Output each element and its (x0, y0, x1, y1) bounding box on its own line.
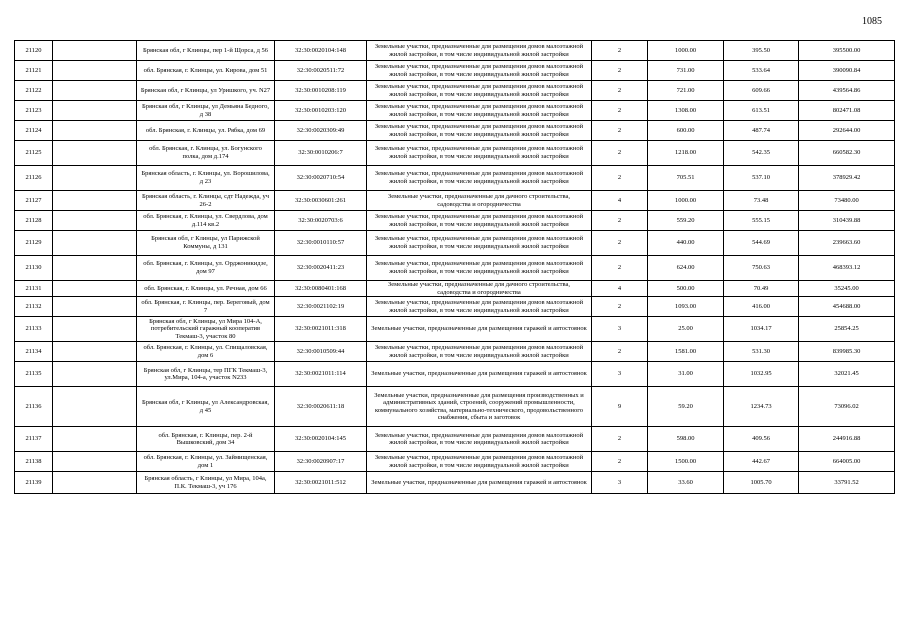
land-use-cell: Земельные участки, предназначенные для размещения гаражей и автостоянок (367, 317, 592, 342)
address-cell: Брянская обл, г Клинцы, ул Парижской Коммуны, д 131 (137, 231, 275, 256)
specific-value-cell: 1034.17 (724, 317, 799, 342)
table-row (15, 231, 895, 256)
table-row (15, 211, 895, 231)
specific-value-cell: 544.69 (724, 231, 799, 256)
row-id: 21132 (15, 297, 53, 317)
area-cell: 1581.00 (648, 342, 724, 362)
cadastral-value-cell: 33791.52 (799, 472, 895, 494)
cadastral-number-cell: 32:30:0020411:23 (275, 256, 367, 281)
land-use-cell: Земельные участки, предназначенные для размещения производственных и административных зданий, строений, сооружений промышленности, коммунального хозяйства, материально-технического, продовольственного снабжения, сбыта и заготовок (367, 387, 592, 427)
land-use-cell: Земельные участки, предназначенные для размещения домов малоэтажной жилой застройки, в том числе индивидуальной жилой застройки (367, 452, 592, 472)
use-category-cell: 3 (592, 317, 648, 342)
use-category-cell: 2 (592, 41, 648, 61)
specific-value-cell: 609.66 (724, 81, 799, 101)
use-category-cell: 2 (592, 211, 648, 231)
cadastral-value-cell: 468393.12 (799, 256, 895, 281)
land-use-cell: Земельные участки, предназначенные для дачного строительства, садоводства и огородничества (367, 281, 592, 297)
cadastral-value-cell: 439564.86 (799, 81, 895, 101)
cadastral-value-cell: 802471.08 (799, 101, 895, 121)
address-cell: Брянская обл, г Клинцы, ул Мира 104-А, потребительский гаражный кооператив Текмаш-3, участок 80 (137, 317, 275, 342)
cadastral-number-cell: 32:30:0030601:261 (275, 191, 367, 211)
table-row (15, 191, 895, 211)
use-category-cell: 2 (592, 61, 648, 81)
use-category-cell: 2 (592, 231, 648, 256)
cadastral-number-cell: 32:30:0080401:168 (275, 281, 367, 297)
area-cell: 500.00 (648, 281, 724, 297)
specific-value-cell: 487.74 (724, 121, 799, 141)
specific-value-cell: 613.51 (724, 101, 799, 121)
land-use-cell: Земельные участки, предназначенные для размещения домов малоэтажной жилой застройки, в том числе индивидуальной жилой застройки (367, 61, 592, 81)
use-category-cell: 2 (592, 141, 648, 166)
cadastral-value-cell: 664005.00 (799, 452, 895, 472)
address-cell: Брянская область, г. Клинцы, сдт Надежда, уч 26-2 (137, 191, 275, 211)
cadastral-value-cell: 73480.00 (799, 191, 895, 211)
land-use-cell: Земельные участки, предназначенные для дачного строительства, садоводства и огородничества (367, 191, 592, 211)
row-id: 21121 (15, 61, 53, 81)
address-cell: Брянская обл, г Клинцы, тер ПГК Текмаш-3, ул.Мира, 104-а, участок N233 (137, 362, 275, 387)
cadastral-value-cell: 292644.00 (799, 121, 895, 141)
land-use-cell: Земельные участки, предназначенные для размещения гаражей и автостоянок (367, 472, 592, 494)
table-row (15, 121, 895, 141)
land-use-cell: Земельные участки, предназначенные для размещения домов малоэтажной жилой застройки, в том числе индивидуальной жилой застройки (367, 342, 592, 362)
cadastral-number-cell: 32:30:0021011:512 (275, 472, 367, 494)
blank-cell (53, 101, 137, 121)
row-id: 21127 (15, 191, 53, 211)
blank-cell (53, 61, 137, 81)
address-cell: Брянская обл, г Клинцы, ул Уришкого, уч. N27 (137, 81, 275, 101)
cadastral-number-cell: 32:30:0020710:54 (275, 166, 367, 191)
cadastral-number-cell: 32:30:0010203:120 (275, 101, 367, 121)
blank-cell (53, 297, 137, 317)
cadastral-value-cell: 454688.00 (799, 297, 895, 317)
cadastral-value-cell: 32021.45 (799, 362, 895, 387)
row-id: 21131 (15, 281, 53, 297)
cadastral-value-cell: 310439.88 (799, 211, 895, 231)
row-id: 21130 (15, 256, 53, 281)
blank-cell (53, 452, 137, 472)
cadastral-number-cell: 32:30:0021011:114 (275, 362, 367, 387)
use-category-cell: 2 (592, 297, 648, 317)
blank-cell (53, 121, 137, 141)
land-use-cell: Земельные участки, предназначенные для размещения гаражей и автостоянок (367, 362, 592, 387)
table-row (15, 342, 895, 362)
blank-cell (53, 472, 137, 494)
land-use-cell: Земельные участки, предназначенные для размещения домов малоэтажной жилой застройки, в том числе индивидуальной жилой застройки (367, 141, 592, 166)
area-cell: 598.00 (648, 427, 724, 452)
area-cell: 1500.00 (648, 452, 724, 472)
address-cell: обл. Брянская, г. Клинцы, пер. 2-й Вышковский, дом 34 (137, 427, 275, 452)
cadastral-value-cell: 839985.30 (799, 342, 895, 362)
area-cell: 559.20 (648, 211, 724, 231)
table-row (15, 256, 895, 281)
address-cell: обл. Брянская, г. Клинцы, ул. Рябка, дом 69 (137, 121, 275, 141)
land-use-cell: Земельные участки, предназначенные для размещения домов малоэтажной жилой застройки, в том числе индивидуальной жилой застройки (367, 297, 592, 317)
use-category-cell: 2 (592, 166, 648, 191)
use-category-cell: 3 (592, 472, 648, 494)
specific-value-cell: 416.00 (724, 297, 799, 317)
area-cell: 25.00 (648, 317, 724, 342)
table-row (15, 427, 895, 452)
row-id: 21136 (15, 387, 53, 427)
area-cell: 33.60 (648, 472, 724, 494)
cadastral-value-cell: 395500.00 (799, 41, 895, 61)
use-category-cell: 2 (592, 101, 648, 121)
table-row (15, 297, 895, 317)
table-row (15, 41, 895, 61)
table-row (15, 101, 895, 121)
row-id: 21133 (15, 317, 53, 342)
specific-value-cell: 542.35 (724, 141, 799, 166)
cadastral-number-cell: 32:30:0020104:148 (275, 41, 367, 61)
specific-value-cell: 555.15 (724, 211, 799, 231)
use-category-cell: 4 (592, 191, 648, 211)
row-id: 21124 (15, 121, 53, 141)
table-row (15, 81, 895, 101)
row-id: 21120 (15, 41, 53, 61)
cadastral-value-cell: 35245.00 (799, 281, 895, 297)
area-cell: 600.00 (648, 121, 724, 141)
cadastral-value-cell: 239663.60 (799, 231, 895, 256)
specific-value-cell: 531.30 (724, 342, 799, 362)
use-category-cell: 4 (592, 281, 648, 297)
area-cell: 59.20 (648, 387, 724, 427)
blank-cell (53, 362, 137, 387)
cadastral-value-cell: 73096.02 (799, 387, 895, 427)
specific-value-cell: 409.56 (724, 427, 799, 452)
area-cell: 1308.00 (648, 101, 724, 121)
row-id: 21137 (15, 427, 53, 452)
row-id: 21123 (15, 101, 53, 121)
cadastral-number-cell: 32:30:0020511:72 (275, 61, 367, 81)
address-cell: обл. Брянская, г. Клинцы, ул. Орджоникидзе, дом 97 (137, 256, 275, 281)
blank-cell (53, 191, 137, 211)
specific-value-cell: 537.10 (724, 166, 799, 191)
use-category-cell: 2 (592, 452, 648, 472)
blank-cell (53, 166, 137, 191)
row-id: 21125 (15, 141, 53, 166)
blank-cell (53, 81, 137, 101)
address-cell: Брянская область, г Клинцы, ул Мира, 104а, П.К. Текмаш-3, уч 176 (137, 472, 275, 494)
specific-value-cell: 1005.70 (724, 472, 799, 494)
area-cell: 440.00 (648, 231, 724, 256)
land-use-cell: Земельные участки, предназначенные для размещения домов малоэтажной жилой застройки, в том числе индивидуальной жилой застройки (367, 101, 592, 121)
cadastral-value-cell: 660582.30 (799, 141, 895, 166)
cadastral-number-cell: 32:30:0010509:44 (275, 342, 367, 362)
cadastral-number-cell: 32:30:0020309:49 (275, 121, 367, 141)
land-use-cell: Земельные участки, предназначенные для размещения домов малоэтажной жилой застройки, в том числе индивидуальной жилой застройки (367, 121, 592, 141)
cadastral-value-cell: 378929.42 (799, 166, 895, 191)
address-cell: Брянская область, г. Клинцы, ул. Ворошилова, д 23 (137, 166, 275, 191)
address-cell: обл. Брянская, г. Клинцы, ул. Богунского полка, дом д.174 (137, 141, 275, 166)
cadastral-number-cell: 32:30:0010110:57 (275, 231, 367, 256)
table-row (15, 141, 895, 166)
table-row (15, 166, 895, 191)
cadastral-number-cell: 32:30:0020611:18 (275, 387, 367, 427)
land-use-cell: Земельные участки, предназначенные для размещения домов малоэтажной жилой застройки, в том числе индивидуальной жилой застройки (367, 166, 592, 191)
specific-value-cell: 395.50 (724, 41, 799, 61)
row-id: 21129 (15, 231, 53, 256)
row-id: 21126 (15, 166, 53, 191)
table-row (15, 362, 895, 387)
table-row (15, 317, 895, 342)
cadastral-number-cell: 32:30:0021011:318 (275, 317, 367, 342)
area-cell: 705.51 (648, 166, 724, 191)
cadastral-number-cell: 32:30:0021102:19 (275, 297, 367, 317)
specific-value-cell: 533.64 (724, 61, 799, 81)
row-id: 21138 (15, 452, 53, 472)
blank-cell (53, 141, 137, 166)
row-id: 21128 (15, 211, 53, 231)
land-use-cell: Земельные участки, предназначенные для размещения домов малоэтажной жилой застройки, в том числе индивидуальной жилой застройки (367, 211, 592, 231)
row-id: 21134 (15, 342, 53, 362)
table-row (15, 387, 895, 427)
cadastral-value-cell: 25854.25 (799, 317, 895, 342)
area-cell: 1093.00 (648, 297, 724, 317)
use-category-cell: 3 (592, 362, 648, 387)
address-cell: Брянская обл, г Клинцы, ул Демьяна Бедного, д 38 (137, 101, 275, 121)
address-cell: обл. Брянская, г. Клинцы, ул. Займищенская, дом 1 (137, 452, 275, 472)
area-cell: 731.00 (648, 61, 724, 81)
cadastral-number-cell: 32:30:0010206:7 (275, 141, 367, 166)
address-cell: обл. Брянская, г. Клинцы, ул. Свердлова, дом д.114 кв.2 (137, 211, 275, 231)
cadastral-value-cell: 390090.84 (799, 61, 895, 81)
specific-value-cell: 70.49 (724, 281, 799, 297)
address-cell: обл. Брянская, г. Клинцы, ул. Спищаловская, дом 6 (137, 342, 275, 362)
cadastral-number-cell: 32:30:0020104:145 (275, 427, 367, 452)
cadastral-number-cell: 32:30:0020907:17 (275, 452, 367, 472)
use-category-cell: 2 (592, 256, 648, 281)
land-use-cell: Земельные участки, предназначенные для размещения домов малоэтажной жилой застройки, в том числе индивидуальной жилой застройки (367, 256, 592, 281)
cadastral-number-cell: 32:30:0020703:6 (275, 211, 367, 231)
area-cell: 1218.00 (648, 141, 724, 166)
address-cell: Брянская обл, г Клинцы, ул Александровская, д 45 (137, 387, 275, 427)
blank-cell (53, 342, 137, 362)
specific-value-cell: 1234.73 (724, 387, 799, 427)
table-row (15, 472, 895, 494)
specific-value-cell: 750.63 (724, 256, 799, 281)
blank-cell (53, 231, 137, 256)
blank-cell (53, 427, 137, 452)
use-category-cell: 9 (592, 387, 648, 427)
address-cell: обл. Брянская, г. Клинцы, ул. Кирова, дом 51 (137, 61, 275, 81)
address-cell: обл. Брянская, г. Клинцы, ул. Речная, дом 66 (137, 281, 275, 297)
blank-cell (53, 317, 137, 342)
page-number: 1085 (862, 16, 882, 27)
specific-value-cell: 1032.95 (724, 362, 799, 387)
blank-cell (53, 211, 137, 231)
specific-value-cell: 442.67 (724, 452, 799, 472)
cadastral-value-cell: 244916.88 (799, 427, 895, 452)
land-registry-table (14, 40, 895, 494)
table-row (15, 281, 895, 297)
blank-cell (53, 256, 137, 281)
row-id: 21122 (15, 81, 53, 101)
table-row (15, 452, 895, 472)
use-category-cell: 2 (592, 342, 648, 362)
land-use-cell: Земельные участки, предназначенные для размещения домов малоэтажной жилой застройки, в том числе индивидуальной жилой застройки (367, 81, 592, 101)
blank-cell (53, 281, 137, 297)
cadastral-number-cell: 32:30:0010208:119 (275, 81, 367, 101)
specific-value-cell: 73.48 (724, 191, 799, 211)
area-cell: 31.00 (648, 362, 724, 387)
use-category-cell: 2 (592, 81, 648, 101)
area-cell: 721.00 (648, 81, 724, 101)
land-use-cell: Земельные участки, предназначенные для размещения домов малоэтажной жилой застройки, в том числе индивидуальной жилой застройки (367, 41, 592, 61)
area-cell: 1000.00 (648, 191, 724, 211)
row-id: 21139 (15, 472, 53, 494)
land-use-cell: Земельные участки, предназначенные для размещения домов малоэтажной жилой застройки, в том числе индивидуальной жилой застройки (367, 231, 592, 256)
address-cell: обл. Брянская, г. Клинцы, пер. Береговый, дом 7 (137, 297, 275, 317)
blank-cell (53, 41, 137, 61)
use-category-cell: 2 (592, 427, 648, 452)
address-cell: Брянская обл, г Клинцы, пер 1-й Щорса, д 56 (137, 41, 275, 61)
blank-cell (53, 387, 137, 427)
land-use-cell: Земельные участки, предназначенные для размещения домов малоэтажной жилой застройки, в том числе индивидуальной жилой застройки (367, 427, 592, 452)
row-id: 21135 (15, 362, 53, 387)
use-category-cell: 2 (592, 121, 648, 141)
area-cell: 1000.00 (648, 41, 724, 61)
table-row (15, 61, 895, 81)
area-cell: 624.00 (648, 256, 724, 281)
